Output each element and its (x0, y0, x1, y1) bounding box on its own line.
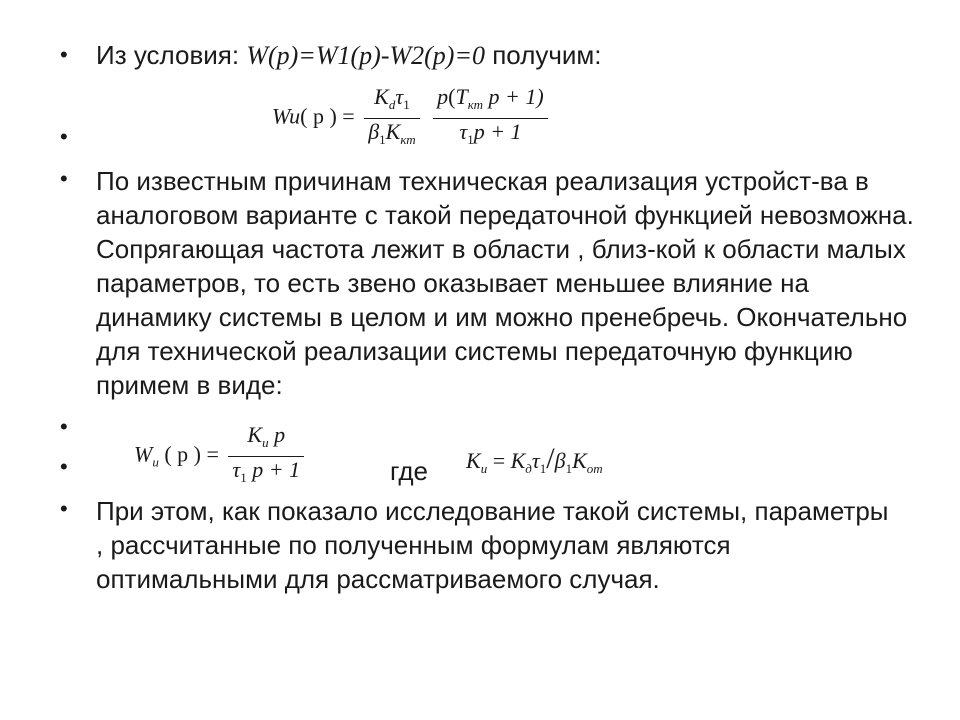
bullet-5: • (60, 454, 68, 479)
f1-num-tau: τ (395, 84, 404, 109)
f3-den-tau-sub: 1 (240, 470, 247, 485)
f2-den-rest: p + 1 (473, 119, 522, 144)
gain-tau-sub: 1 (539, 461, 547, 476)
f1-den-beta: β (368, 119, 380, 144)
f1-num-k-sub: d (388, 97, 396, 112)
f2-num-rest: p + 1) (483, 84, 544, 109)
formula2-lhs-arg: ( p ) = (164, 441, 219, 467)
f1-den-k-sub: кт (400, 132, 416, 147)
formula2-lhs: W (134, 441, 153, 467)
formula1-lhs: Wu (272, 103, 301, 129)
bullet-4: • (60, 414, 68, 439)
formula1-lhs-arg: ( p ) = (300, 103, 355, 129)
intro-line (96, 38, 936, 73)
gain-beta-sub: 1 (565, 461, 573, 476)
intro-prefix: Из условия: (96, 40, 247, 70)
f2-num-p: p (437, 84, 449, 109)
bullet-2: • (60, 124, 68, 149)
f2-num-t: T (455, 84, 468, 109)
gain-slash: / (546, 442, 555, 475)
gain-formula (466, 442, 603, 477)
f2-den-tau: τ (459, 119, 468, 144)
bullet-3: • (60, 166, 68, 191)
f3-num-k: K (247, 422, 263, 447)
f1-num-tau-sub: 1 (403, 97, 410, 112)
gain-beta: β (554, 448, 566, 473)
f1-num-k: K (374, 84, 389, 109)
f3-num-k-sub: и (262, 435, 269, 450)
gain-k-sub: и (480, 461, 488, 476)
formula2-lhs-sub: и (152, 454, 159, 470)
f1-den-beta-sub: 1 (379, 132, 386, 147)
intro-equation: W(p)=W1(p)-W2(p)=0 (246, 41, 485, 70)
transfer-function-formula-1 (272, 84, 552, 153)
bullet-1: • (60, 42, 68, 67)
intro-suffix: получим: (485, 40, 602, 70)
gain-ko: K (572, 448, 587, 473)
f2-num-t-sub: кт (467, 97, 484, 112)
bullet-6: • (60, 496, 68, 521)
gain-tau: τ (531, 448, 540, 473)
gain-eq: = (487, 448, 511, 473)
where-label: где (390, 456, 428, 486)
transfer-function-formula-2 (134, 422, 308, 491)
f3-den-rest: p + 1 (246, 457, 301, 482)
gain-kd: K (510, 448, 526, 473)
f3-den-tau: τ (232, 457, 241, 482)
f1-den-k: K (385, 119, 401, 144)
paragraph-conclusion: При этом, как показало исследование такой системы, параметры , рассчитанные по полученным формулам являются оптимальными для рассматриваемого случая. (96, 496, 889, 594)
gain-kd-sub: д (525, 461, 532, 476)
f3-num-p: p (268, 422, 286, 447)
f2-num-open: ( (448, 84, 456, 109)
gain-ko-sub: от (586, 461, 603, 476)
formula1-fraction-1 (364, 84, 419, 153)
formula2-fraction (228, 422, 304, 491)
f2-den-tau-sub: 1 (467, 132, 474, 147)
formula1-fraction-2 (433, 84, 548, 153)
gain-k: K (466, 448, 481, 473)
paragraph-implementation: По известным причинам техническая реализация устройст-ва в аналоговом варианте с такой передаточной функцией невозможна. Сопрягающая частота лежит в области , близ-кой к области малых параметров, то есть звено оказывает меньшее влияние на динамику системы в целом и им можно пренебречь. Окончательно для технической реализации системы передаточную функцию примем в виде: (96, 166, 914, 400)
